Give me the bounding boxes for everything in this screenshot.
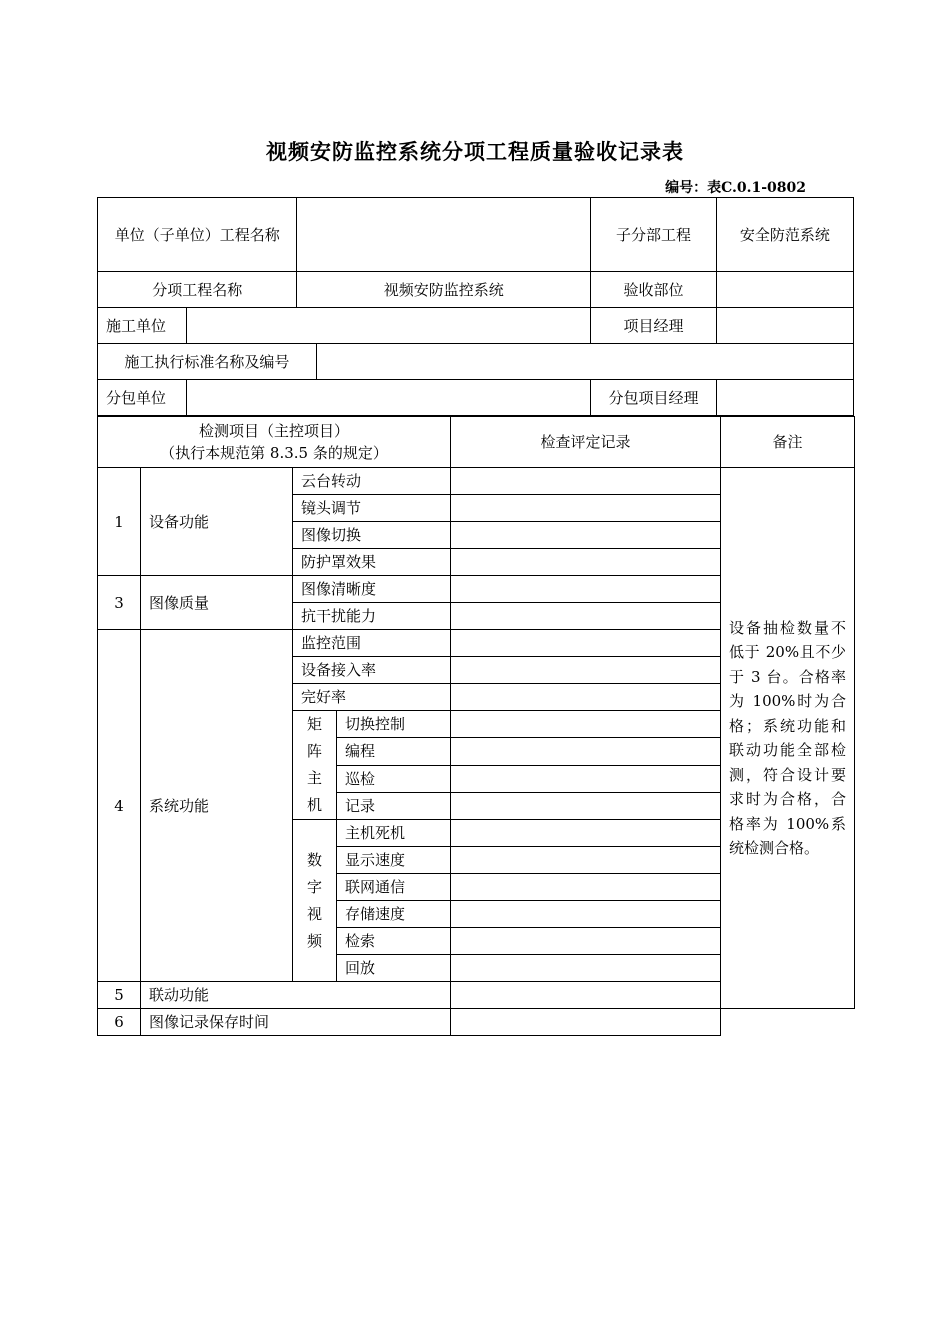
check-item: 主机死机 <box>337 820 451 847</box>
record-cell[interactable] <box>451 711 721 738</box>
record-column-header: 检查评定记录 <box>451 417 721 468</box>
check-item: 巡检 <box>337 765 451 792</box>
digital-video-label: 数 字 视 频 <box>293 820 337 982</box>
check-item: 图像清晰度 <box>293 576 451 603</box>
check-item: 图像切换 <box>293 522 451 549</box>
group-name: 图像质量 <box>141 576 293 630</box>
record-cell[interactable] <box>451 657 721 684</box>
record-cell[interactable] <box>451 874 721 901</box>
group-name: 系统功能 <box>141 630 293 982</box>
remark-note: 设备抽检数量不低于 20%且不少于 3 台。合格率为 100%时为合格；系统功能和联动功能全部检测，符合设计要求时为合格，合格率为 100%系统检测合格。 <box>721 468 855 1009</box>
record-cell[interactable] <box>451 982 721 1009</box>
group-number: 3 <box>98 576 141 630</box>
record-cell[interactable] <box>451 901 721 928</box>
remark-column-header: 备注 <box>721 417 855 468</box>
item-name-value: 视频安防监控系统 <box>297 272 591 308</box>
check-item: 存储速度 <box>337 901 451 928</box>
inspection-table <box>97 416 855 1036</box>
check-item: 完好率 <box>293 684 451 711</box>
matrix-host-label: 矩 阵 主 机 <box>293 711 337 820</box>
header-table <box>97 197 854 416</box>
record-cell[interactable] <box>451 820 721 847</box>
record-cell[interactable] <box>451 468 721 495</box>
sub-pm-field[interactable] <box>716 380 853 416</box>
sub-division-label: 子分部工程 <box>591 198 717 272</box>
record-cell[interactable] <box>451 549 721 576</box>
record-cell[interactable] <box>451 847 721 874</box>
group-number: 6 <box>98 1009 141 1036</box>
construction-unit-field[interactable] <box>186 308 590 344</box>
unit-name-label: 单位（子单位）工程名称 <box>98 198 297 272</box>
project-manager-field[interactable] <box>716 308 853 344</box>
subcontractor-field[interactable] <box>186 380 590 416</box>
record-cell[interactable] <box>451 495 721 522</box>
page-title: 视频安防监控系统分项工程质量验收记录表 <box>266 139 684 164</box>
record-cell[interactable] <box>451 576 721 603</box>
record-cell[interactable] <box>451 955 721 982</box>
check-item: 回放 <box>337 955 451 982</box>
group-name: 图像记录保存时间 <box>141 1009 451 1036</box>
record-cell[interactable] <box>451 603 721 630</box>
check-item: 镜头调节 <box>293 495 451 522</box>
standard-field[interactable] <box>316 344 853 380</box>
check-item: 联网通信 <box>337 874 451 901</box>
record-cell[interactable] <box>451 630 721 657</box>
subcontractor-label: 分包单位 <box>98 380 187 416</box>
record-cell[interactable] <box>451 792 721 819</box>
item-header-line1: 检测项目（主控项目） <box>199 422 350 440</box>
check-item: 显示速度 <box>337 847 451 874</box>
group-number: 4 <box>98 630 141 982</box>
check-item: 检索 <box>337 928 451 955</box>
check-item: 设备接入率 <box>293 657 451 684</box>
unit-name-field[interactable] <box>297 198 591 272</box>
record-cell[interactable] <box>451 522 721 549</box>
group-number: 1 <box>98 468 141 576</box>
check-item: 记录 <box>337 792 451 819</box>
check-item: 防护罩效果 <box>293 549 451 576</box>
group-name: 联动功能 <box>141 982 451 1009</box>
sub-division-value: 安全防范系统 <box>716 198 853 272</box>
check-item: 监控范围 <box>293 630 451 657</box>
group-number: 5 <box>98 982 141 1009</box>
project-manager-label: 项目经理 <box>591 308 717 344</box>
acceptance-part-field[interactable] <box>716 272 853 308</box>
record-cell[interactable] <box>451 738 721 765</box>
form-code: 编号：表C.0.1-0802 <box>665 180 806 196</box>
record-cell[interactable] <box>451 684 721 711</box>
standard-label: 施工执行标准名称及编号 <box>98 344 317 380</box>
construction-unit-label: 施工单位 <box>98 308 187 344</box>
acceptance-part-label: 验收部位 <box>591 272 717 308</box>
record-cell[interactable] <box>451 765 721 792</box>
group-name: 设备功能 <box>141 468 293 576</box>
check-item: 编程 <box>337 738 451 765</box>
item-name-label: 分项工程名称 <box>98 272 297 308</box>
check-item: 云台转动 <box>293 468 451 495</box>
item-header-line2: （执行本规范第 8.3.5 条的规定） <box>160 444 388 462</box>
item-column-header <box>98 417 451 468</box>
check-item: 抗干扰能力 <box>293 603 451 630</box>
record-cell[interactable] <box>451 1009 721 1036</box>
record-cell[interactable] <box>451 928 721 955</box>
check-item: 切换控制 <box>337 711 451 738</box>
sub-pm-label: 分包项目经理 <box>591 380 717 416</box>
